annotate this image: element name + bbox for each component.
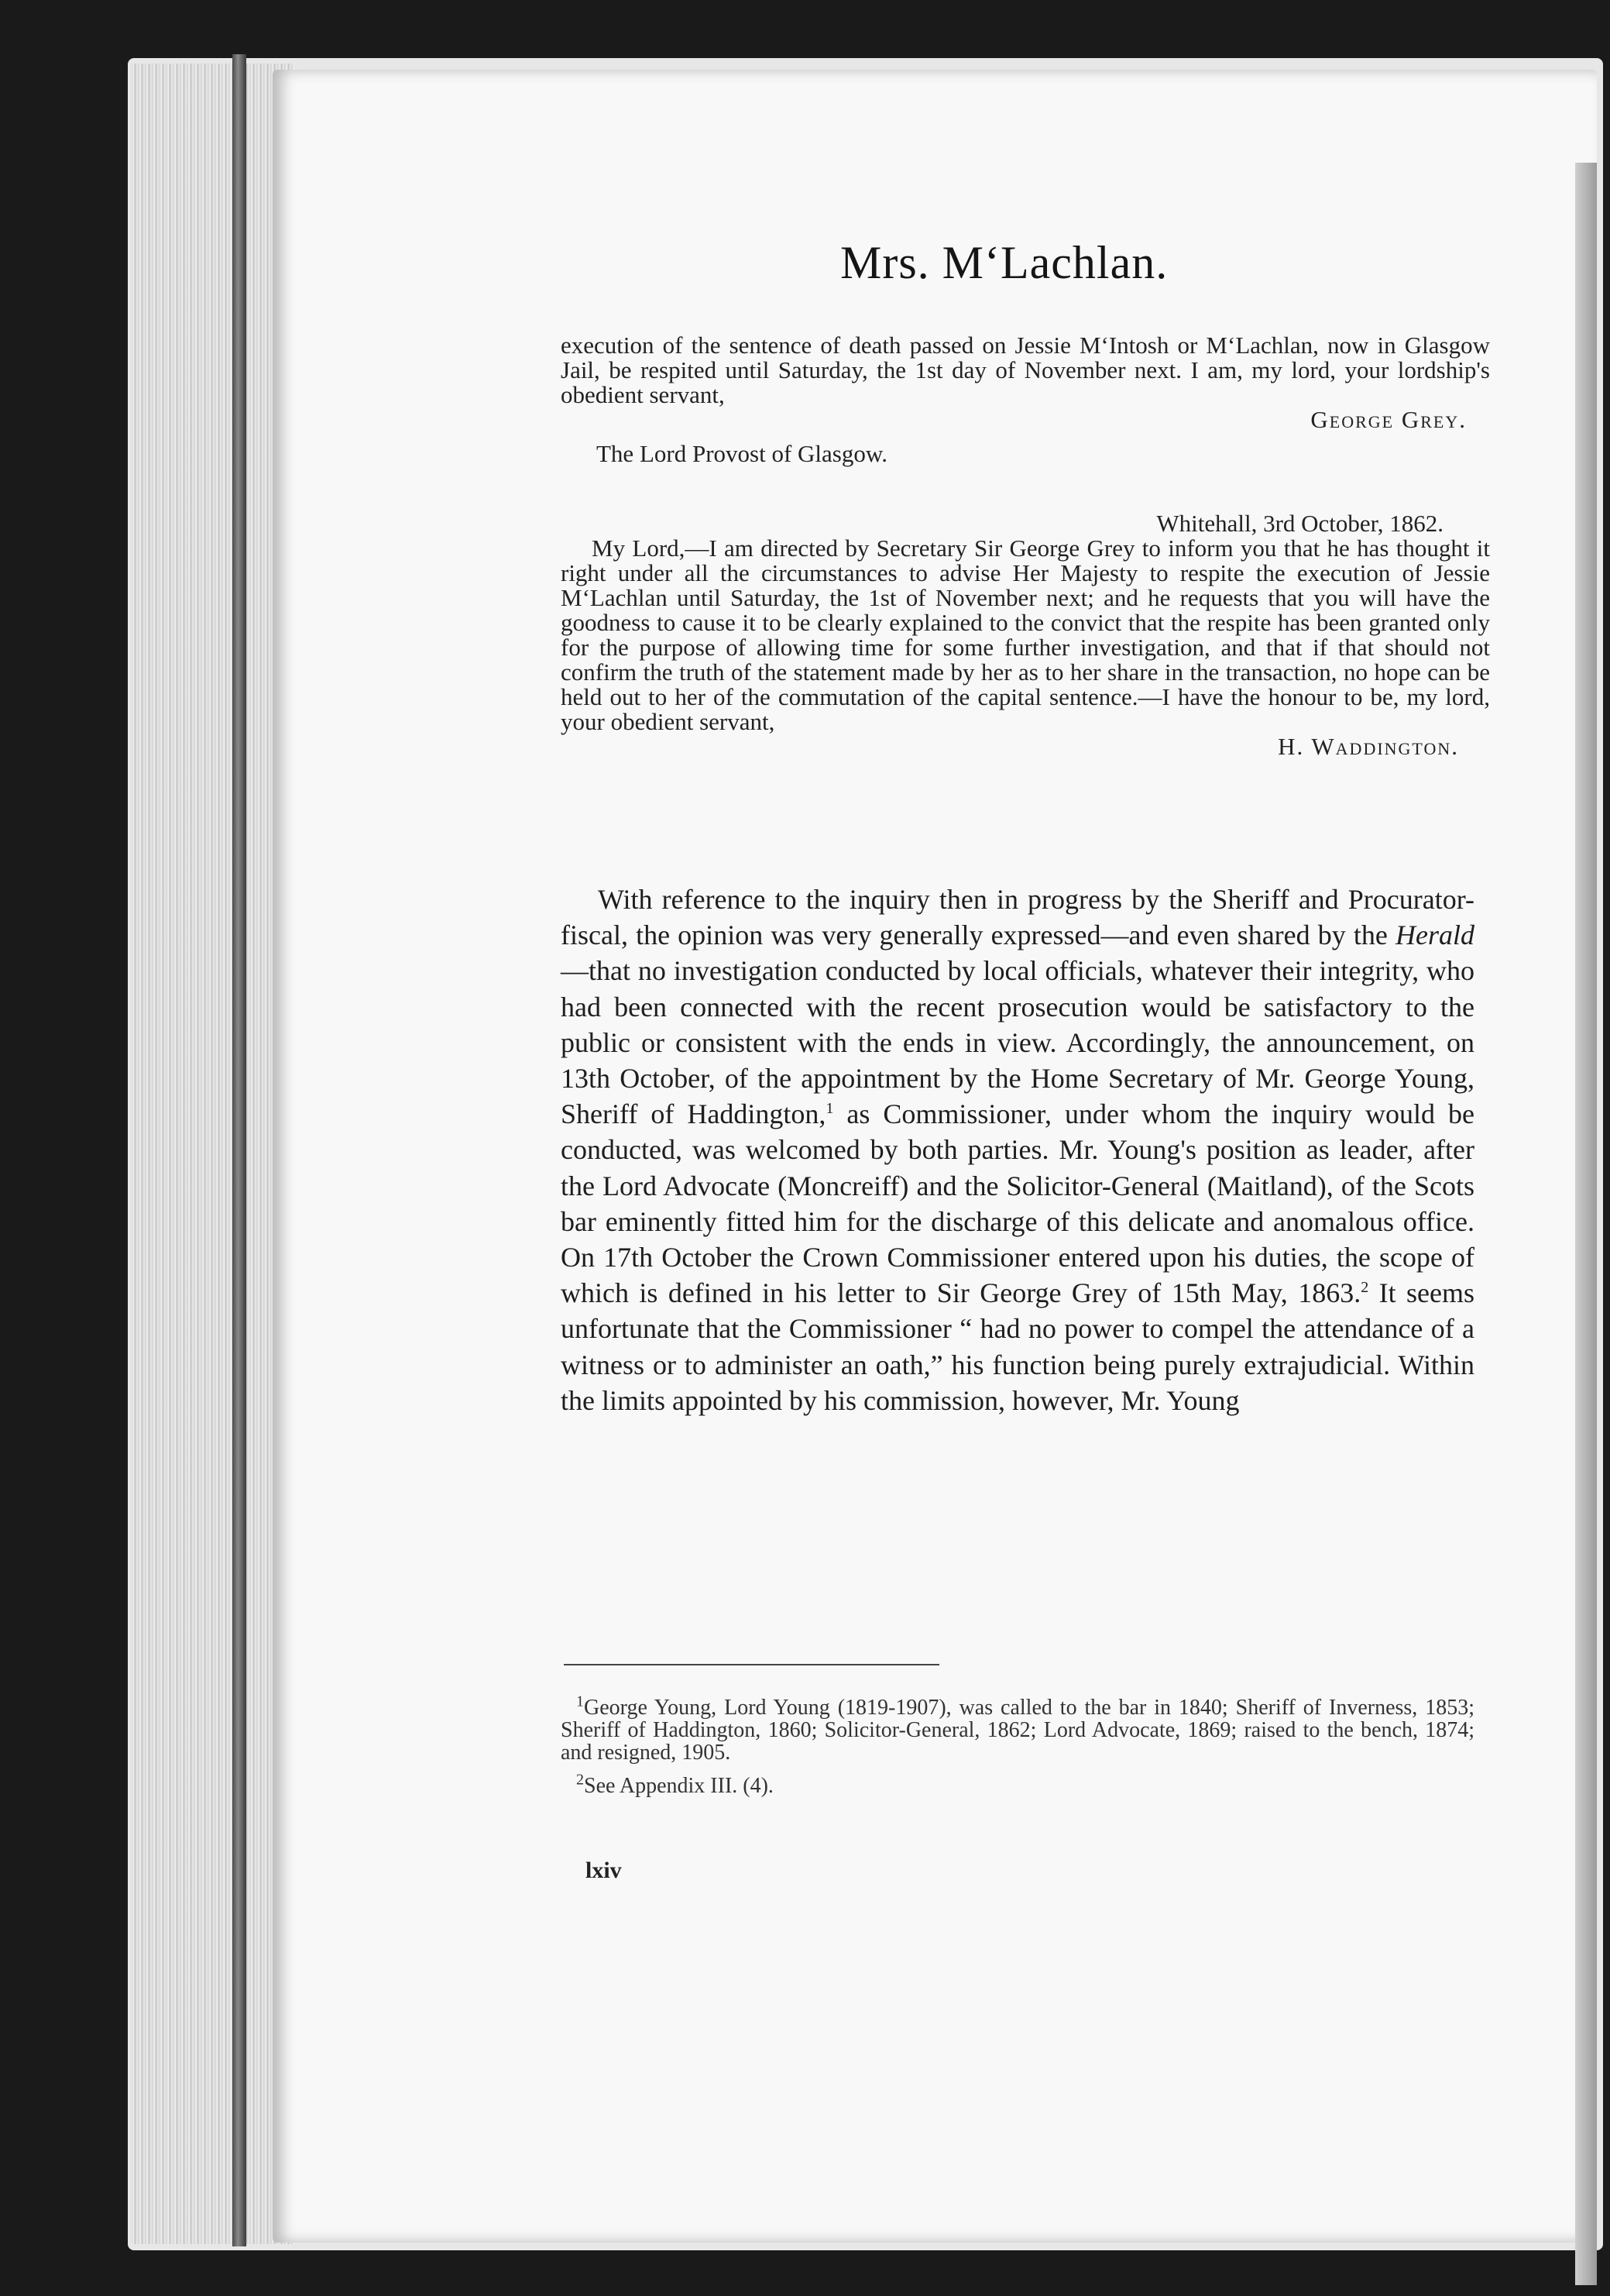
page-edges xyxy=(132,64,294,2244)
running-head: Mrs. M‘Lachlan. xyxy=(840,237,1169,288)
footnote-2 xyxy=(561,1771,1474,1798)
footnote-mark-2: 2 xyxy=(576,1771,584,1789)
footnote-ref-1[interactable]: 1 xyxy=(826,1100,834,1118)
footnote-rule xyxy=(564,1664,939,1665)
letter-waddington-signature: H. Waddington. xyxy=(1278,733,1459,760)
body-text-part3: as Commissioner, under whom the inquiry would be conducted, was welcomed by both parties. Mr. Young's position as leader, after the Lord Advocate (Moncreiff) and the Solicitor-General (Maitland), of the Scots bar eminently fitted him for the discharge of this delicate and anomalous office. On 17th October the Crown Commissioner entered upon his duties, the scope of which is defined in his letter to Sir George Grey of 15th May, 1863. xyxy=(561,1098,1474,1309)
letter-grey-signature: George Grey. xyxy=(1310,406,1467,433)
page-number: lxiv xyxy=(585,1858,622,1883)
footnote-2-text: See Appendix III. (4). xyxy=(584,1774,774,1798)
letter-waddington-text: My Lord,—I am directed by Secretary Sir George Grey to inform you that he has thought it right under all the circumstances to advise Her Majesty to respite the execution of Jessie M‘Lachlan until Saturday, the 1st of November next; and he requests that you will have the goodness to cause it to be clearly explained to the convict that the respite has been granted only for the purpose of allowing time for some further investigation, and that if that should not confirm the truth of the statement made by her as to her share in the transaction, no hope can be held out to her of the commutation of the capital sentence.—I have the honour to be, my lord, your obedient servant, xyxy=(561,534,1490,735)
book-spine xyxy=(232,54,246,2246)
page-right-edge xyxy=(1575,163,1597,2285)
footnote-1-text: George Young, Lord Young (1819-1907), was called to the bar in 1840; Sheriff of Inverness, 1853; Sheriff of Haddington, 1860; Solicitor-General, 1862; Lord Advocate, 1869; raised to the bench, 1874; and resigned, 1905. xyxy=(561,1696,1474,1765)
herald-title: Herald xyxy=(1395,919,1474,951)
footnote-ref-2[interactable]: 2 xyxy=(1361,1279,1369,1297)
body-text-part4: It seems unfortunate that the Commissioner “ had no power to compel the attendance of a witness or to administer an oath,” his function being purely extrajudicial. Within the limits appointed by his commission, however, Mr. Young xyxy=(561,1277,1474,1416)
main-paragraph xyxy=(561,882,1474,1418)
letter-grey-addressee: The Lord Provost of Glasgow. xyxy=(596,440,887,467)
footnotes xyxy=(561,1693,1474,1798)
letter-grey xyxy=(561,333,1490,466)
footnote-1 xyxy=(561,1693,1474,1765)
body-text-part2: —that no investigation conducted by local officials, whatever their integrity, who had been connected with the recent prosecution would be satisfactory to the public or consistent with the ends in view. Accordingly, the announcement, on 13th October, of the appointment by the Home Secretary of Mr. George Young, Sheriff of Haddington, xyxy=(561,955,1474,1130)
letter-waddington-dateline: Whitehall, 3rd October, 1862. xyxy=(1156,510,1444,537)
body-text-part1: With reference to the inquiry then in progress by the Sheriff and Procurator-fiscal, the opinion was very generally expressed—and even shared by the xyxy=(561,884,1474,951)
letter-waddington xyxy=(561,511,1490,759)
letter-grey-text: execution of the sentence of death passed on Jessie M‘Intosh or M‘Lachlan, now in Glasgow Jail, be respited until Saturday, the 1st day of November next. I am, my lord, your lordship's obedient servant, xyxy=(561,332,1490,408)
footnote-mark-1: 1 xyxy=(576,1693,584,1710)
